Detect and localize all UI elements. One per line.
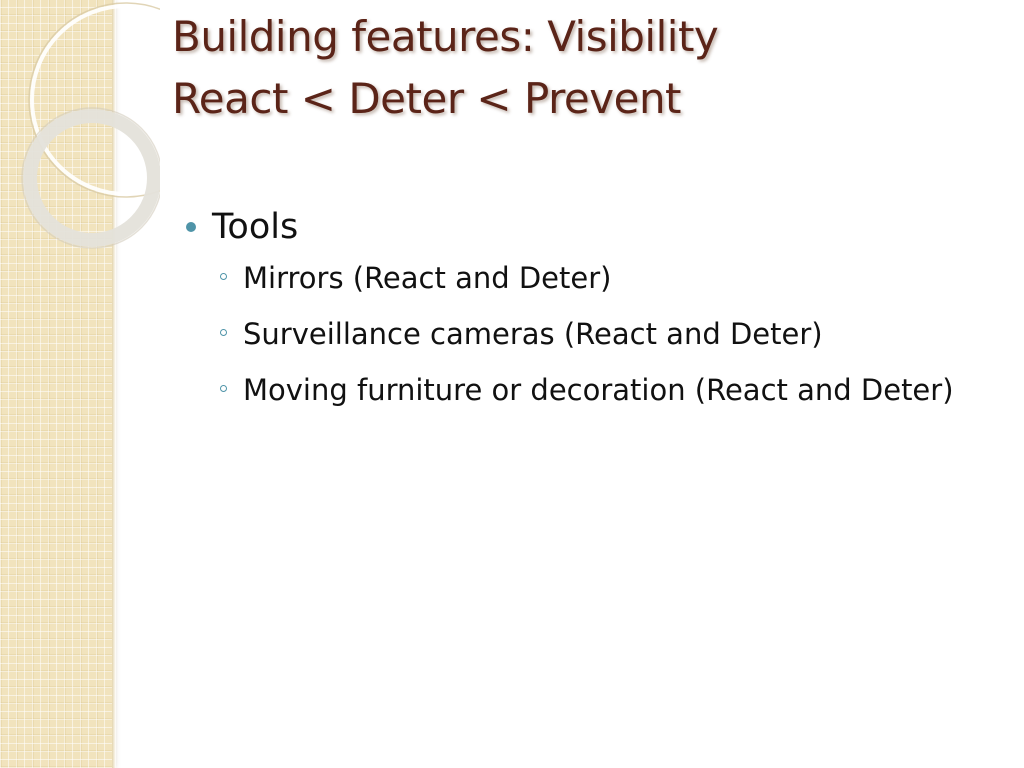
bullet-label: Tools — [212, 207, 299, 247]
sub-bullet-item — [186, 368, 966, 412]
bullet-tools — [186, 200, 966, 254]
title-line-1: Building features: Visibility — [172, 12, 719, 61]
bullet-ring-icon — [220, 273, 227, 280]
sub-bullet-list — [186, 256, 966, 412]
title-line-2: React < Deter < Prevent — [172, 74, 682, 123]
decorative-rings — [0, 0, 160, 260]
sub-bullet-text: Mirrors (React and Deter) — [243, 261, 612, 295]
sub-bullet-text: Moving furniture or decoration (React and Deter) — [243, 373, 954, 407]
sub-bullet-text: Surveillance cameras (React and Deter) — [243, 317, 823, 351]
slide-body — [186, 200, 966, 424]
bullet-dot-icon — [186, 222, 196, 232]
sub-bullet-item — [186, 312, 966, 356]
slide-title — [172, 6, 718, 130]
sub-bullet-item — [186, 256, 966, 300]
bullet-ring-icon — [220, 385, 227, 392]
bullet-ring-icon — [220, 329, 227, 336]
